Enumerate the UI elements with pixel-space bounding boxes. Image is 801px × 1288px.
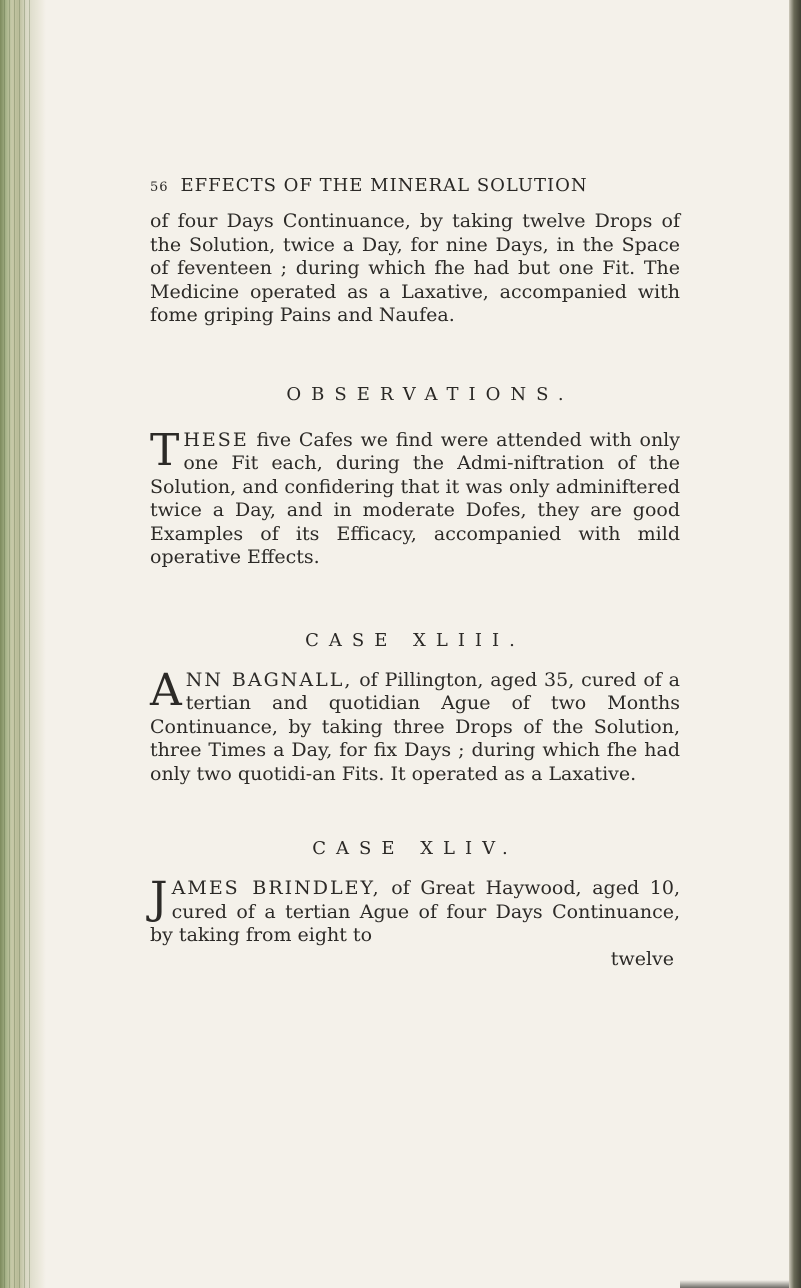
page-shadow bbox=[680, 1280, 789, 1288]
running-head-title: EFFECTS OF THE MINERAL SOLUTION bbox=[180, 175, 588, 196]
drop-cap: T bbox=[150, 424, 180, 476]
book-gutter bbox=[0, 0, 46, 1288]
case-43-paragraph bbox=[150, 664, 680, 787]
paragraph-text: of Pillington, aged 35, cured of a tertian and quotidian Ague of two Months Continuance, by taking three Drops of the Solution, three Times a Day, for fix Days ; during which fhe had only two quotidi-an Fits. It operated as a Laxative. bbox=[150, 668, 680, 785]
paragraph-text: of Great Haywood, aged 10, cured of a tertian Ague of four Days Continuance, by taking from eight to bbox=[150, 877, 680, 946]
case-44-paragraph bbox=[150, 873, 680, 948]
running-head bbox=[150, 175, 680, 196]
observations-heading: OBSERVATIONS. bbox=[286, 383, 574, 405]
drop-cap: A bbox=[150, 664, 182, 716]
observations-paragraph bbox=[150, 424, 680, 570]
case-44-heading: CASE XLIV. bbox=[312, 838, 518, 859]
lead-word: AMES BRINDLEY, bbox=[171, 877, 381, 899]
case-43-heading: CASE XLIII. bbox=[305, 629, 525, 651]
opening-paragraph: of four Days Continuance, by taking twelve Drops of the Solution, twice a Day, for nine Days, in the Space of feventeen ; during which fhe had but one Fit. The Medicine operated as a Laxative, accompanied with fome griping Pains and Naufea. bbox=[150, 210, 680, 326]
book-page bbox=[150, 175, 680, 970]
lead-word: NN BAGNALL, bbox=[185, 668, 353, 691]
page-edge bbox=[789, 0, 801, 1288]
paragraph-text: five Cafes we find were attended with only one Fit each, during the Admi-niftration of the Solution, and confidering that it was only adminiftered twice a Day, and in moderate Dofes, they are good Examples of its Efficacy, accompanied with mild operative Effects. bbox=[150, 428, 680, 568]
lead-word: HESE bbox=[183, 428, 249, 451]
catchword: twelve bbox=[610, 947, 674, 970]
page-number: 56 bbox=[150, 180, 169, 195]
drop-cap: J bbox=[150, 873, 168, 924]
